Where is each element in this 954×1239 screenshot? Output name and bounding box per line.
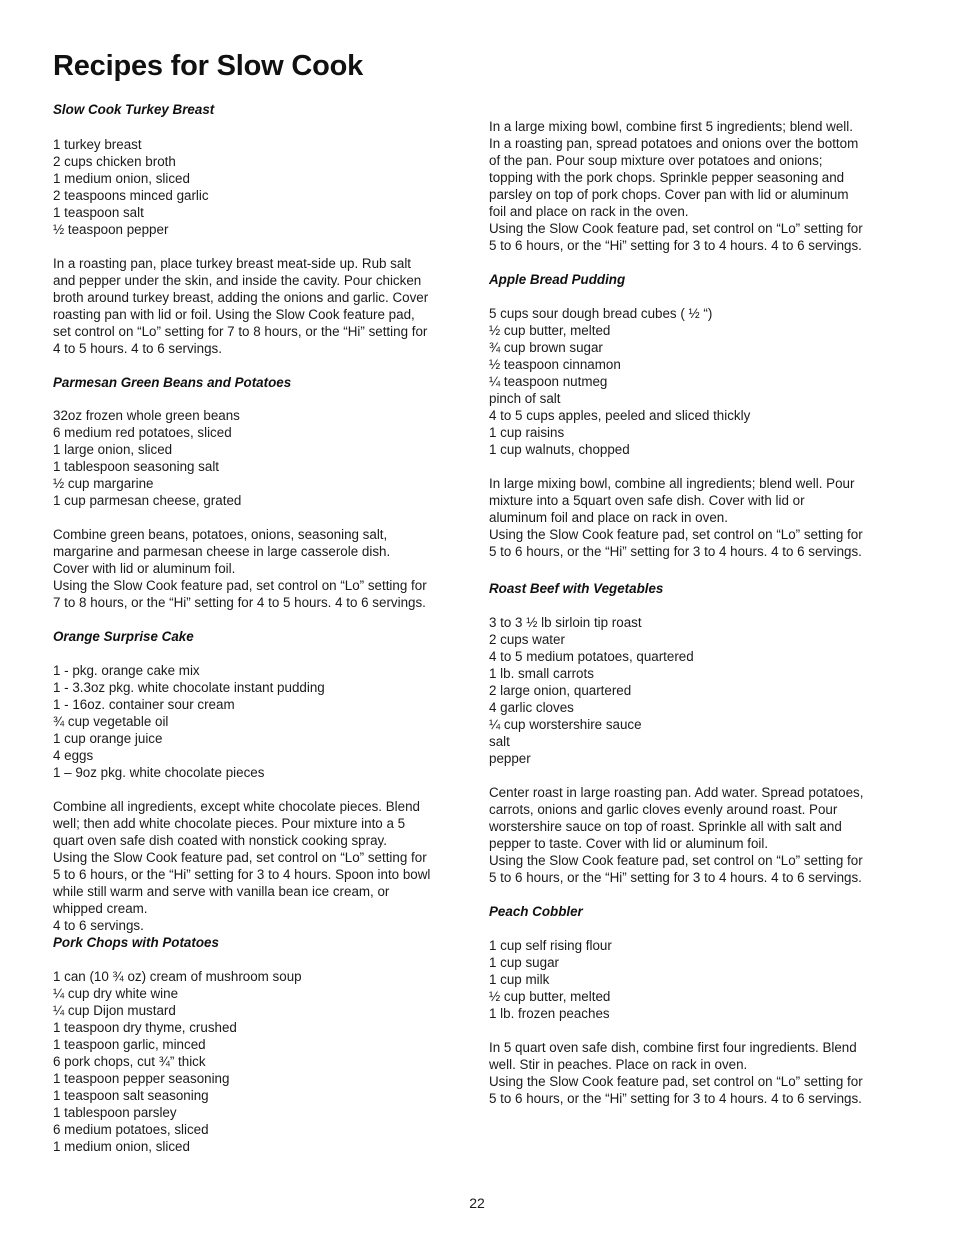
- text-line: In a roasting pan, spread potatoes and onions over the bottom: [489, 136, 859, 151]
- text-block: [53, 407, 473, 509]
- text-line: well. Stir in peaches. Place on rack in oven.: [489, 1057, 748, 1072]
- text-line: 6 pork chops, cut ¾” thick: [53, 1054, 206, 1069]
- recipe-heading-pork-chops-with-potatoes: [53, 934, 473, 951]
- text-line: 4 to 5 hours. 4 to 6 servings.: [53, 341, 222, 356]
- text-line: Combine all ingredients, except white chocolate pieces. Blend: [53, 799, 420, 814]
- text-line: Using the Slow Cook feature pad, set control on “Lo” setting for: [489, 1074, 863, 1089]
- text-line: broth around turkey breast, adding the onions and garlic. Cover: [53, 290, 429, 305]
- text-line: 1 cup milk: [489, 972, 550, 987]
- text-line: 1 tablespoon seasoning salt: [53, 459, 220, 474]
- text-line: 1 teaspoon garlic, minced: [53, 1037, 206, 1052]
- page-number: 22: [469, 1195, 485, 1211]
- text-line: worstershire sauce on top of roast. Sprinkle all with salt and: [489, 819, 842, 834]
- text-line: whipped cream.: [53, 901, 148, 916]
- text-line: Cover with lid or aluminum foil.: [53, 561, 236, 576]
- text-line: 1 large onion, sliced: [53, 442, 173, 457]
- text-line: In 5 quart oven safe dish, combine first four ingredients. Blend: [489, 1040, 857, 1055]
- text-line: 1 cup parmesan cheese, grated: [53, 493, 242, 508]
- text-block: [489, 784, 909, 886]
- recipe-title: Slow Cook Turkey Breast: [53, 102, 215, 117]
- recipe-heading-apple-bread-pudding: [489, 271, 909, 288]
- text-line: ½ cup margarine: [53, 476, 154, 491]
- text-line: ¾ cup vegetable oil: [53, 714, 169, 729]
- text-line: 1 cup raisins: [489, 425, 565, 440]
- text-line: 1 turkey breast: [53, 137, 142, 152]
- text-block: [489, 1039, 909, 1107]
- text-line: 7 to 8 hours, or the “Hi” setting for 4 to 5 hours. 4 to 6 servings.: [53, 595, 426, 610]
- text-line: 5 cups sour dough bread cubes ( ½ “): [489, 306, 713, 321]
- text-line: well; then add white chocolate pieces. Pour mixture into a 5: [53, 816, 406, 831]
- recipe-heading-parmesan-green-beans-and-potatoes: [53, 374, 473, 391]
- text-line: ¼ cup dry white wine: [53, 986, 179, 1001]
- text-line: 4 garlic cloves: [489, 700, 574, 715]
- text-line: In a roasting pan, place turkey breast meat-side up. Rub salt: [53, 256, 412, 271]
- text-line: pinch of salt: [489, 391, 561, 406]
- text-line: 4 to 6 servings.: [53, 918, 144, 933]
- text-block: [489, 614, 909, 767]
- text-line: parsley on top of pork chops. Cover pan with lid or aluminum: [489, 187, 849, 202]
- text-line: margarine and parmesan cheese in large casserole dish.: [53, 544, 391, 559]
- page-title: Recipes for Slow Cook: [53, 50, 364, 82]
- text-line: 2 cups chicken broth: [53, 154, 176, 169]
- recipe-title: Parmesan Green Beans and Potatoes: [53, 375, 292, 390]
- text-line: 2 teaspoons minced garlic: [53, 188, 209, 203]
- text-line: 1 teaspoon dry thyme, crushed: [53, 1020, 237, 1035]
- text-block: [53, 526, 473, 611]
- text-line: aluminum foil and place on rack in oven.: [489, 510, 728, 525]
- text-line: topping with the pork chops. Sprinkle pepper seasoning and: [489, 170, 845, 185]
- text-line: ½ teaspoon pepper: [53, 222, 169, 237]
- recipe-title: Peach Cobbler: [489, 904, 583, 919]
- text-block: [53, 136, 473, 238]
- text-line: Combine green beans, potatoes, onions, seasoning salt,: [53, 527, 388, 542]
- text-line: foil and place on rack in the oven.: [489, 204, 689, 219]
- text-line: 5 to 6 hours, or the “Hi” setting for 3 to 4 hours. 4 to 6 servings.: [489, 544, 862, 559]
- text-line: 1 teaspoon salt: [53, 205, 144, 220]
- text-line: roasting pan with lid or foil. Using the Slow Cook feature pad,: [53, 307, 415, 322]
- text-block: [489, 118, 909, 254]
- recipe-title: Pork Chops with Potatoes: [53, 935, 219, 950]
- recipe-title: Apple Bread Pudding: [489, 272, 626, 287]
- text-line: In a large mixing bowl, combine first 5 ingredients; blend well.: [489, 119, 853, 134]
- text-line: 1 medium onion, sliced: [53, 1139, 190, 1154]
- text-line: ½ cup butter, melted: [489, 989, 611, 1004]
- text-line: 1 lb. small carrots: [489, 666, 594, 681]
- text-line: salt: [489, 734, 510, 749]
- recipe-heading-slow-cook-turkey-breast: [53, 101, 473, 118]
- recipe-heading-orange-surprise-cake: [53, 628, 473, 645]
- text-line: 1 cup sugar: [489, 955, 559, 970]
- text-block: [53, 968, 473, 1155]
- text-block: [53, 662, 473, 781]
- recipe-title: Roast Beef with Vegetables: [489, 581, 664, 596]
- text-line: 1 - 3.3oz pkg. white chocolate instant pudding: [53, 680, 325, 695]
- text-line: 1 - 16oz. container sour cream: [53, 697, 235, 712]
- text-line: 1 – 9oz pkg. white chocolate pieces: [53, 765, 265, 780]
- text-line: Using the Slow Cook feature pad, set control on “Lo” setting for: [53, 850, 427, 865]
- text-line: Using the Slow Cook feature pad, set control on “Lo” setting for: [489, 527, 863, 542]
- text-block: [489, 305, 909, 458]
- text-line: 5 to 6 hours, or the “Hi” setting for 3 to 4 hours. 4 to 6 servings.: [489, 238, 862, 253]
- text-line: 4 to 5 cups apples, peeled and sliced thickly: [489, 408, 751, 423]
- text-line: ¾ cup brown sugar: [489, 340, 603, 355]
- text-line: 1 can (10 ¾ oz) cream of mushroom soup: [53, 969, 302, 984]
- text-line: Using the Slow Cook feature pad, set control on “Lo” setting for: [489, 221, 863, 236]
- text-line: 1 teaspoon pepper seasoning: [53, 1071, 230, 1086]
- text-block: [53, 798, 473, 934]
- text-line: 5 to 6 hours, or the “Hi” setting for 3 to 4 hours. 4 to 6 servings.: [489, 1091, 862, 1106]
- text-line: 5 to 6 hours, or the “Hi” setting for 3 to 4 hours. Spoon into bowl: [53, 867, 431, 882]
- text-line: ¼ cup Dijon mustard: [53, 1003, 176, 1018]
- recipe-heading-roast-beef-with-vegetables: [489, 580, 909, 597]
- text-line: of the pan. Pour soup mixture over potatoes and onions;: [489, 153, 823, 168]
- text-line: 2 cups water: [489, 632, 565, 647]
- text-line: 1 cup orange juice: [53, 731, 163, 746]
- text-line: 1 tablespoon parsley: [53, 1105, 177, 1120]
- text-line: 32oz frozen whole green beans: [53, 408, 240, 423]
- text-line: quart oven safe dish coated with nonstick cooking spray.: [53, 833, 387, 848]
- text-block: [489, 937, 909, 1022]
- text-line: 4 to 5 medium potatoes, quartered: [489, 649, 694, 664]
- text-line: 6 medium red potatoes, sliced: [53, 425, 232, 440]
- text-line: and pepper under the skin, and inside the cavity. Pour chicken: [53, 273, 422, 288]
- text-line: Using the Slow Cook feature pad, set control on “Lo” setting for: [489, 853, 863, 868]
- text-line: 1 teaspoon salt seasoning: [53, 1088, 209, 1103]
- text-line: carrots, onions and garlic cloves evenly around roast. Pour: [489, 802, 838, 817]
- recipe-title: Orange Surprise Cake: [53, 629, 194, 644]
- text-line: 5 to 6 hours, or the “Hi” setting for 3 to 4 hours. 4 to 6 servings.: [489, 870, 862, 885]
- text-line: Center roast in large roasting pan. Add water. Spread potatoes,: [489, 785, 864, 800]
- text-line: ½ teaspoon cinnamon: [489, 357, 621, 372]
- text-line: 2 large onion, quartered: [489, 683, 632, 698]
- text-line: In large mixing bowl, combine all ingredients; blend well. Pour: [489, 476, 855, 491]
- text-line: mixture into a 5quart oven safe dish. Cover with lid or: [489, 493, 805, 508]
- text-line: pepper to taste. Cover with lid or aluminum foil.: [489, 836, 769, 851]
- text-line: 1 cup walnuts, chopped: [489, 442, 630, 457]
- text-line: pepper: [489, 751, 531, 766]
- text-line: 6 medium potatoes, sliced: [53, 1122, 209, 1137]
- text-line: 3 to 3 ½ lb sirloin tip roast: [489, 615, 642, 630]
- text-block: [53, 255, 473, 357]
- text-line: ½ cup butter, melted: [489, 323, 611, 338]
- text-line: 1 lb. frozen peaches: [489, 1006, 610, 1021]
- text-line: 4 eggs: [53, 748, 94, 763]
- text-line: Using the Slow Cook feature pad, set control on “Lo” setting for: [53, 578, 427, 593]
- text-block: [489, 475, 909, 560]
- text-line: set control on “Lo” setting for 7 to 8 hours, or the “Hi” setting for: [53, 324, 428, 339]
- text-line: while still warm and serve with vanilla bean ice cream, or: [53, 884, 390, 899]
- text-line: 1 medium onion, sliced: [53, 171, 190, 186]
- text-line: ¼ teaspoon nutmeg: [489, 374, 608, 389]
- text-line: 1 cup self rising flour: [489, 938, 612, 953]
- text-line: 1 - pkg. orange cake mix: [53, 663, 200, 678]
- text-line: ¼ cup worstershire sauce: [489, 717, 642, 732]
- recipe-heading-peach-cobbler: [489, 903, 909, 920]
